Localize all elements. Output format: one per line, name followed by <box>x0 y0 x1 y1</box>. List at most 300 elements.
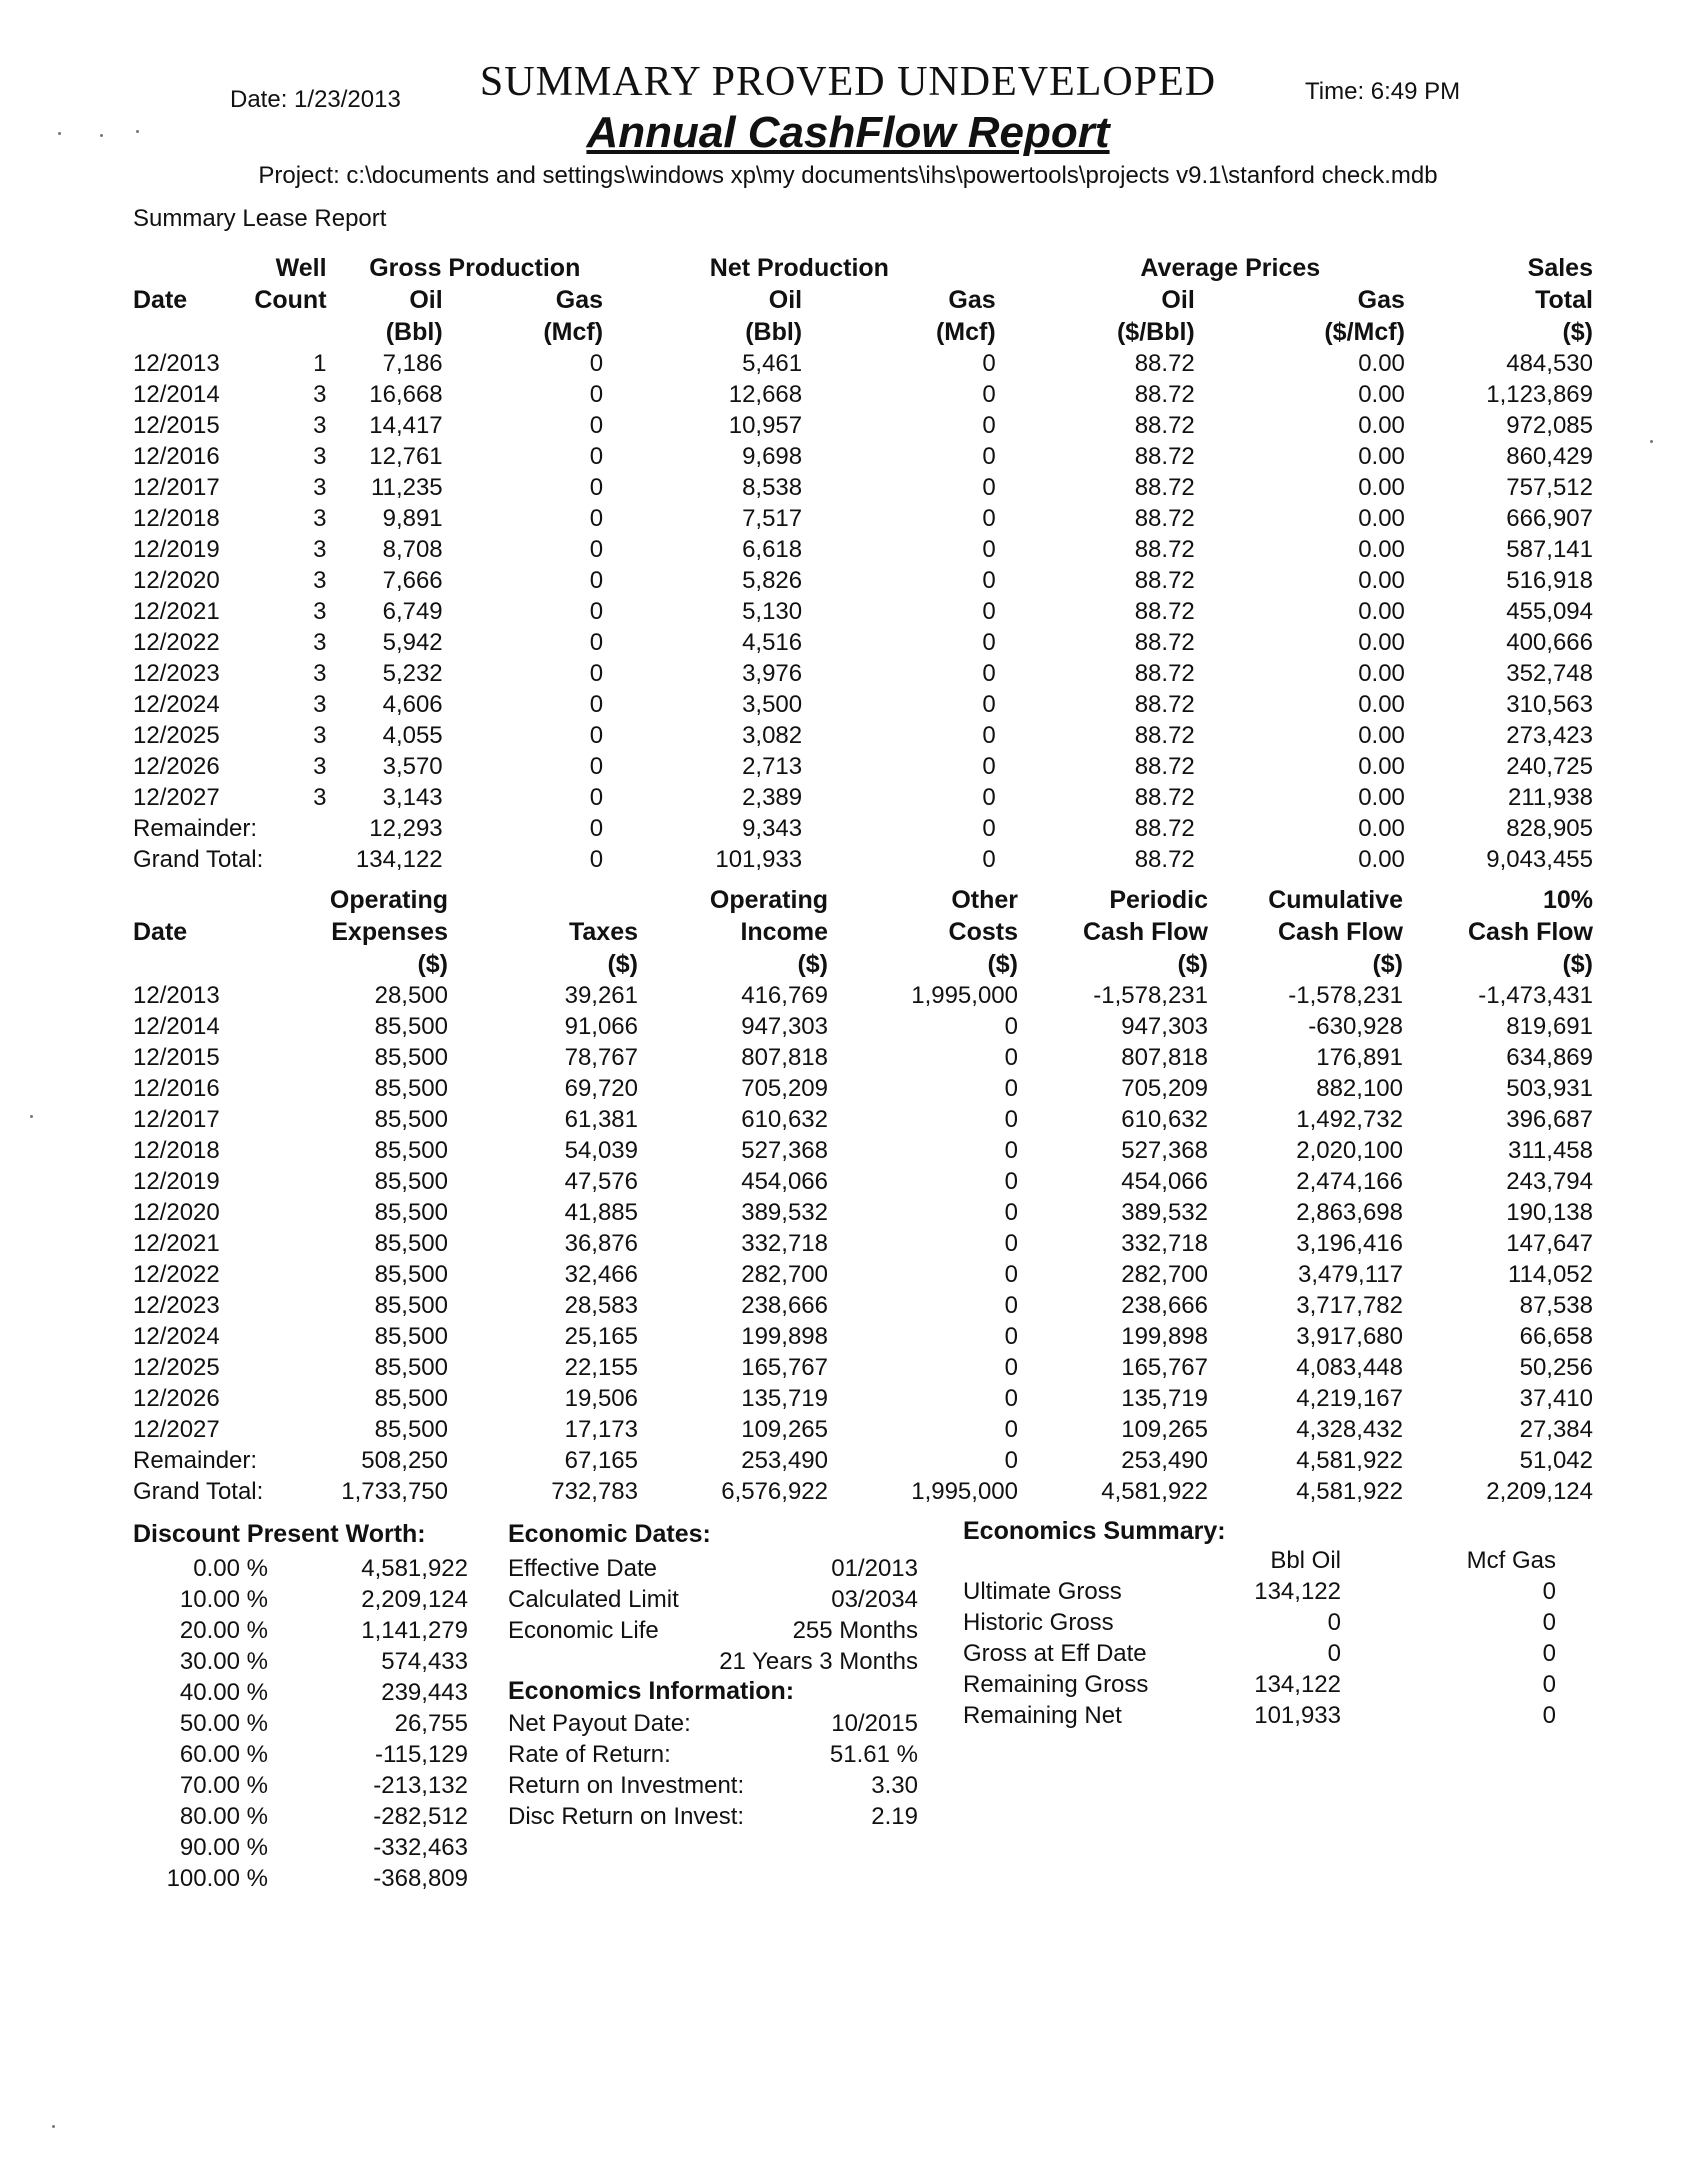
cell-sales-total: 211,938 <box>1508 784 1593 811</box>
production-row <box>133 441 1593 472</box>
effective-date-value: 01/2013 <box>831 1555 918 1582</box>
cell-net-oil: 2,389 <box>742 784 803 811</box>
cell-cumulative-cf: 2,474,166 <box>1296 1168 1403 1195</box>
cell-price-gas: 0.00 <box>1358 753 1405 780</box>
discount-rate: 20.00 % <box>179 1617 268 1644</box>
economic-life-months: 255 Months <box>792 1617 918 1644</box>
discount-pw-row <box>140 1553 468 1584</box>
present-worth: 239,443 <box>381 1679 468 1706</box>
cell-periodic-cf: 527,368 <box>1121 1137 1208 1164</box>
cell-gross-oil: 12,293 <box>369 815 443 842</box>
cell-gross-gas: 0 <box>589 350 604 377</box>
cell-price-oil: 88.72 <box>1134 815 1195 842</box>
present-worth: -368,809 <box>373 1865 468 1892</box>
discount-pw-row <box>140 1646 468 1677</box>
cell-date: 12/2018 <box>133 1137 220 1164</box>
cell-net-oil: 2,713 <box>742 753 803 780</box>
summary-bbl-oil: 134,122 <box>1254 1671 1341 1698</box>
cell-well-count: 3 <box>313 598 327 625</box>
production-row <box>133 782 1593 813</box>
production-row <box>133 565 1593 596</box>
cell-operating-income: 705,209 <box>741 1075 828 1102</box>
col-price-oil: Oil <box>1161 286 1195 314</box>
cell-date: 12/2017 <box>133 474 220 501</box>
col-periodic-cf-2: Cash Flow <box>1082 918 1208 946</box>
cell-cumulative-cf: 2,020,100 <box>1296 1137 1403 1164</box>
cell-gross-gas: 0 <box>589 815 604 842</box>
cell-gross-gas: 0 <box>589 691 604 718</box>
cell-date: 12/2024 <box>133 691 220 718</box>
cell-net-gas: 0 <box>982 784 996 811</box>
cashflow-row <box>133 1476 1593 1507</box>
report-subtitle: Annual CashFlow Report <box>586 108 1110 157</box>
cell-price-oil: 88.72 <box>1134 474 1195 501</box>
cell-price-gas: 0.00 <box>1358 815 1405 842</box>
cell-discounted-cf: 51,042 <box>1519 1447 1593 1474</box>
production-row <box>133 844 1593 875</box>
cell-operating-expenses: 1,733,750 <box>341 1478 448 1505</box>
cell-sales-total: 400,666 <box>1506 629 1593 656</box>
cashflow-header-line2 <box>133 916 1593 948</box>
cell-well-count: 1 <box>313 350 327 377</box>
cell-cumulative-cf: 2,863,698 <box>1296 1199 1403 1226</box>
cell-taxes: 54,039 <box>564 1137 638 1164</box>
cell-sales-total: 828,905 <box>1506 815 1593 842</box>
cashflow-row <box>133 1011 1593 1042</box>
col-discounted-cf-1: 10% <box>1542 886 1593 914</box>
cell-taxes: 41,885 <box>564 1199 638 1226</box>
cashflow-row <box>133 1197 1593 1228</box>
cell-discounted-cf: 27,384 <box>1519 1416 1593 1443</box>
unit-discounted-cf: ($) <box>1562 950 1593 978</box>
cell-well-count: 3 <box>313 412 327 439</box>
cell-date: 12/2022 <box>133 1261 220 1288</box>
cell-gross-oil: 16,668 <box>369 381 443 408</box>
cell-well-count: 3 <box>313 753 327 780</box>
cell-date: 12/2026 <box>133 1385 220 1412</box>
discount-rate: 10.00 % <box>179 1586 268 1613</box>
cell-gross-oil: 134,122 <box>355 846 443 873</box>
unit-price-gas: ($/Mcf) <box>1324 318 1405 346</box>
cell-date: 12/2015 <box>133 412 220 439</box>
cell-net-gas: 0 <box>982 722 996 749</box>
production-row <box>133 689 1593 720</box>
cashflow-row <box>133 1135 1593 1166</box>
economics-summary-row <box>963 1700 1556 1731</box>
cell-discounted-cf: 634,869 <box>1506 1044 1593 1071</box>
cell-sales-total: 310,563 <box>1506 691 1593 718</box>
present-worth: -282,512 <box>373 1803 468 1830</box>
cell-price-oil: 88.72 <box>1134 350 1195 377</box>
cell-net-oil: 3,976 <box>742 660 803 687</box>
discount-pw-title: Discount Present Worth: <box>133 1520 426 1548</box>
production-row <box>133 720 1593 751</box>
economics-info-value: 51.61 % <box>829 1741 918 1768</box>
cell-gross-gas: 0 <box>589 722 604 749</box>
time-label: Time: <box>1305 78 1365 105</box>
cell-discounted-cf: 37,410 <box>1519 1385 1593 1412</box>
cell-well-count: 3 <box>313 629 327 656</box>
cell-gross-gas: 0 <box>589 443 604 470</box>
cell-date: 12/2020 <box>133 1199 220 1226</box>
cell-net-oil: 8,538 <box>742 474 803 501</box>
cell-operating-expenses: 85,500 <box>374 1075 448 1102</box>
cell-price-gas: 0.00 <box>1358 691 1405 718</box>
scan-speck <box>58 132 61 135</box>
discount-pw-row <box>140 1677 468 1708</box>
unit-operating-expenses: ($) <box>417 950 448 978</box>
production-row <box>133 813 1593 844</box>
cell-price-gas: 0.00 <box>1358 381 1405 408</box>
cell-operating-income: 527,368 <box>741 1137 828 1164</box>
cell-other-costs: 1,995,000 <box>911 982 1018 1009</box>
cell-net-oil: 101,933 <box>715 846 803 873</box>
cell-cumulative-cf: 4,581,922 <box>1296 1478 1403 1505</box>
summary-bbl-oil: 0 <box>1327 1640 1341 1667</box>
cell-price-oil: 88.72 <box>1134 567 1195 594</box>
cell-operating-expenses: 85,500 <box>374 1323 448 1350</box>
cell-net-oil: 4,516 <box>742 629 803 656</box>
cell-price-oil: 88.72 <box>1134 753 1195 780</box>
col-net-gas: Gas <box>948 286 996 314</box>
col-taxes: Taxes <box>568 918 638 946</box>
cell-gross-gas: 0 <box>589 567 604 594</box>
cell-periodic-cf: 610,632 <box>1121 1106 1208 1133</box>
cell-discounted-cf: 87,538 <box>1519 1292 1593 1319</box>
summary-mcf-gas: 0 <box>1542 1640 1556 1667</box>
summary-label: Gross at Eff Date <box>963 1640 1147 1667</box>
cell-operating-expenses: 508,250 <box>361 1447 448 1474</box>
summary-label: Remaining Gross <box>963 1671 1149 1698</box>
col-other-costs-1: Other <box>951 886 1018 914</box>
economics-info-label: Return on Investment: <box>508 1772 745 1799</box>
summary-mcf-gas: 0 <box>1542 1578 1556 1605</box>
cell-gross-oil: 6,749 <box>382 598 443 625</box>
cell-sales-total: 587,141 <box>1506 536 1593 563</box>
cell-periodic-cf: 109,265 <box>1121 1416 1208 1443</box>
discount-rate: 50.00 % <box>179 1710 268 1737</box>
col-price-gas: Gas <box>1357 286 1405 314</box>
economics-summary-row <box>963 1669 1556 1700</box>
cell-gross-gas: 0 <box>589 660 604 687</box>
cell-other-costs: 0 <box>1004 1044 1018 1071</box>
cell-net-gas: 0 <box>982 536 996 563</box>
cell-taxes: 19,506 <box>564 1385 638 1412</box>
cashflow-row <box>133 1166 1593 1197</box>
cell-date: Grand Total: <box>133 1478 264 1505</box>
cell-price-gas: 0.00 <box>1358 784 1405 811</box>
cell-price-gas: 0.00 <box>1358 846 1405 873</box>
cell-operating-income: 807,818 <box>741 1044 828 1071</box>
effective-date-row <box>508 1553 918 1584</box>
cell-gross-gas: 0 <box>589 536 604 563</box>
economic-life-years-row <box>508 1646 918 1677</box>
cell-gross-oil: 3,570 <box>382 753 443 780</box>
cell-gross-gas: 0 <box>589 629 604 656</box>
cell-operating-income: 416,769 <box>741 982 828 1009</box>
cell-date: Remainder: <box>133 1447 258 1474</box>
present-worth: 26,755 <box>394 1710 468 1737</box>
cell-net-oil: 5,826 <box>742 567 803 594</box>
cell-taxes: 67,165 <box>564 1447 638 1474</box>
cell-sales-total: 352,748 <box>1506 660 1593 687</box>
discount-pw-row <box>140 1770 468 1801</box>
cell-date: 12/2019 <box>133 536 220 563</box>
cell-net-gas: 0 <box>982 598 996 625</box>
cell-price-gas: 0.00 <box>1358 536 1405 563</box>
cell-date: 12/2013 <box>133 982 220 1009</box>
cell-operating-expenses: 85,500 <box>374 1261 448 1288</box>
discount-rate: 80.00 % <box>179 1803 268 1830</box>
cell-net-gas: 0 <box>982 660 996 687</box>
col-mcf-gas: Mcf Gas <box>1466 1547 1556 1574</box>
economics-info-label: Disc Return on Invest: <box>508 1803 745 1830</box>
discount-pw-row <box>140 1615 468 1646</box>
col-periodic-cf-1: Periodic <box>1109 886 1208 914</box>
production-row <box>133 534 1593 565</box>
cell-price-oil: 88.72 <box>1134 598 1195 625</box>
cell-gross-gas: 0 <box>589 381 604 408</box>
discount-rate: 100.00 % <box>166 1865 268 1892</box>
production-unit-header <box>133 316 1593 348</box>
cell-discounted-cf: 819,691 <box>1506 1013 1593 1040</box>
col-sales-total: Total <box>1535 286 1593 314</box>
cell-gross-oil: 12,761 <box>369 443 443 470</box>
cell-net-oil: 5,130 <box>742 598 803 625</box>
cell-price-gas: 0.00 <box>1358 629 1405 656</box>
discount-rate: 30.00 % <box>179 1648 268 1675</box>
economic-dates-table <box>508 1553 918 1677</box>
cell-discounted-cf: 114,052 <box>1508 1261 1593 1288</box>
cell-date: 12/2021 <box>133 598 220 625</box>
economics-info-row <box>508 1708 918 1739</box>
unit-net-gas: (Mcf) <box>935 318 996 346</box>
col-operating-income-1: Operating <box>709 886 828 914</box>
project-path <box>0 162 1696 190</box>
cell-other-costs: 0 <box>1004 1075 1018 1102</box>
cell-operating-expenses: 85,500 <box>374 1044 448 1071</box>
production-row <box>133 627 1593 658</box>
cell-gross-gas: 0 <box>589 474 604 501</box>
cell-date: 12/2014 <box>133 381 220 408</box>
cell-date: 12/2022 <box>133 629 220 656</box>
economics-info-value: 10/2015 <box>831 1710 918 1737</box>
cell-net-oil: 9,343 <box>742 815 803 842</box>
project-value: c:\documents and settings\windows xp\my documents\ihs\powertools\projects v9.1\stanford check.mdb <box>346 162 1438 189</box>
cell-price-oil: 88.72 <box>1134 381 1195 408</box>
project-label: Project: <box>258 162 340 189</box>
production-row <box>133 348 1593 379</box>
cell-discounted-cf: 147,647 <box>1506 1230 1593 1257</box>
present-worth: -213,132 <box>373 1772 468 1799</box>
cell-other-costs: 0 <box>1004 1292 1018 1319</box>
cell-date: 12/2018 <box>133 505 220 532</box>
cell-periodic-cf: 199,898 <box>1121 1323 1208 1350</box>
cell-operating-expenses: 85,500 <box>374 1230 448 1257</box>
economics-info-label: Net Payout Date: <box>508 1710 691 1737</box>
cell-discounted-cf: -1,473,431 <box>1478 982 1593 1009</box>
cell-gross-oil: 3,143 <box>382 784 443 811</box>
cell-price-oil: 88.72 <box>1134 722 1195 749</box>
cell-gross-gas: 0 <box>589 846 604 873</box>
production-row <box>133 410 1593 441</box>
cell-operating-income: 238,666 <box>741 1292 828 1319</box>
cashflow-row <box>133 1073 1593 1104</box>
production-group-header <box>133 252 1593 284</box>
col-discounted-cf-2: Cash Flow <box>1467 918 1593 946</box>
cell-sales-total: 9,043,455 <box>1486 846 1593 873</box>
cell-sales-total: 860,429 <box>1506 443 1593 470</box>
present-worth: 4,581,922 <box>361 1555 468 1582</box>
economics-summary-header <box>963 1545 1556 1576</box>
summary-label: Ultimate Gross <box>963 1578 1122 1605</box>
unit-other-costs: ($) <box>987 950 1018 978</box>
col-net-oil: Oil <box>768 286 803 314</box>
cell-gross-oil: 5,232 <box>382 660 443 687</box>
production-row <box>133 503 1593 534</box>
cell-net-oil: 3,500 <box>742 691 803 718</box>
col-well-count: Count <box>254 286 327 314</box>
cell-date: 12/2015 <box>133 1044 220 1071</box>
cell-date: 12/2027 <box>133 784 220 811</box>
discount-pw-row <box>140 1863 468 1894</box>
cell-net-gas: 0 <box>982 567 996 594</box>
cell-cumulative-cf: 4,083,448 <box>1296 1354 1403 1381</box>
cell-operating-expenses: 85,500 <box>374 1199 448 1226</box>
cell-operating-income: 389,532 <box>741 1199 828 1226</box>
cell-date: 12/2023 <box>133 660 220 687</box>
cell-periodic-cf: 389,532 <box>1121 1199 1208 1226</box>
cell-operating-expenses: 85,500 <box>374 1137 448 1164</box>
summary-mcf-gas: 0 <box>1542 1671 1556 1698</box>
cell-operating-income: 109,265 <box>741 1416 828 1443</box>
cell-other-costs: 0 <box>1004 1354 1018 1381</box>
cell-well-count: 3 <box>313 505 327 532</box>
economics-info-row <box>508 1739 918 1770</box>
cashflow-row <box>133 1414 1593 1445</box>
cell-cumulative-cf: 4,581,922 <box>1296 1447 1403 1474</box>
economics-summary-row <box>963 1638 1556 1669</box>
discount-pw-table <box>140 1553 468 1894</box>
cashflow-row <box>133 1042 1593 1073</box>
cell-net-gas: 0 <box>982 691 996 718</box>
cell-gross-oil: 4,606 <box>382 691 443 718</box>
cell-operating-income: 454,066 <box>741 1168 828 1195</box>
unit-net-oil: (Bbl) <box>745 318 803 346</box>
unit-cumulative-cf: ($) <box>1372 950 1403 978</box>
cell-taxes: 61,381 <box>564 1106 638 1133</box>
discount-pw-row <box>140 1832 468 1863</box>
discount-pw-row <box>140 1801 468 1832</box>
economic-dates-title: Economic Dates: <box>508 1520 711 1548</box>
cell-date: Grand Total: <box>133 846 264 873</box>
cell-cumulative-cf: -630,928 <box>1308 1013 1403 1040</box>
production-row <box>133 472 1593 503</box>
cell-well-count: 3 <box>313 381 327 408</box>
cell-discounted-cf: 50,256 <box>1519 1354 1593 1381</box>
cell-price-oil: 88.72 <box>1134 412 1195 439</box>
cell-discounted-cf: 503,931 <box>1506 1075 1593 1102</box>
cashflow-row <box>133 1321 1593 1352</box>
cell-date: 12/2021 <box>133 1230 220 1257</box>
cell-gross-oil: 14,417 <box>369 412 443 439</box>
cell-discounted-cf: 190,138 <box>1506 1199 1593 1226</box>
cell-periodic-cf: 135,719 <box>1121 1385 1208 1412</box>
cell-price-gas: 0.00 <box>1358 350 1405 377</box>
cashflow-row <box>133 1104 1593 1135</box>
calculated-limit-label: Calculated Limit <box>508 1586 679 1613</box>
economic-life-label: Economic Life <box>508 1617 659 1644</box>
scan-speck <box>30 1115 33 1118</box>
cell-taxes: 32,466 <box>564 1261 638 1288</box>
cell-sales-total: 1,123,869 <box>1486 381 1593 408</box>
cell-operating-income: 6,576,922 <box>721 1478 828 1505</box>
cell-gross-gas: 0 <box>589 784 604 811</box>
discount-rate: 60.00 % <box>179 1741 268 1768</box>
summary-label: Remaining Net <box>963 1702 1122 1729</box>
effective-date-label: Effective Date <box>508 1555 657 1582</box>
cell-well-count: 3 <box>313 474 327 501</box>
time-value: 6:49 PM <box>1370 78 1461 105</box>
economics-info-label: Rate of Return: <box>508 1741 671 1768</box>
cell-date: 12/2016 <box>133 1075 220 1102</box>
calculated-limit-row <box>508 1584 918 1615</box>
cell-cumulative-cf: 3,917,680 <box>1296 1323 1403 1350</box>
cell-cumulative-cf: 882,100 <box>1316 1075 1403 1102</box>
cell-cumulative-cf: 1,492,732 <box>1296 1106 1403 1133</box>
cell-gross-gas: 0 <box>589 412 604 439</box>
report-time <box>1305 78 1460 106</box>
cell-periodic-cf: 705,209 <box>1121 1075 1208 1102</box>
cell-other-costs: 0 <box>1004 1416 1018 1443</box>
date-label: Date: <box>230 86 288 113</box>
col-operating-expenses-2: Expenses <box>331 918 448 946</box>
cell-price-gas: 0.00 <box>1358 505 1405 532</box>
cell-gross-gas: 0 <box>589 505 604 532</box>
cell-net-gas: 0 <box>982 443 996 470</box>
cell-well-count: 3 <box>313 567 327 594</box>
cashflow-table <box>133 884 1593 1507</box>
cell-well-count: 3 <box>313 443 327 470</box>
discount-pw-row <box>140 1708 468 1739</box>
cell-date: 12/2020 <box>133 567 220 594</box>
economic-life-years: 21 Years 3 Months <box>719 1648 918 1675</box>
cell-other-costs: 0 <box>1004 1199 1018 1226</box>
cell-operating-expenses: 28,500 <box>374 982 448 1009</box>
present-worth: -332,463 <box>373 1834 468 1861</box>
cell-price-oil: 88.72 <box>1134 784 1195 811</box>
economics-info-title: Economics Information: <box>508 1677 795 1705</box>
cell-operating-expenses: 85,500 <box>374 1106 448 1133</box>
cell-cumulative-cf: 176,891 <box>1316 1044 1403 1071</box>
cell-operating-expenses: 85,500 <box>374 1168 448 1195</box>
cell-operating-income: 332,718 <box>741 1230 828 1257</box>
summary-bbl-oil: 0 <box>1327 1609 1341 1636</box>
cell-other-costs: 1,995,000 <box>911 1478 1018 1505</box>
gross-production-header: Gross Production <box>369 254 581 282</box>
col-date: Date <box>133 286 188 314</box>
production-row <box>133 751 1593 782</box>
cell-net-gas: 0 <box>982 381 996 408</box>
cell-other-costs: 0 <box>1004 1323 1018 1350</box>
cell-other-costs: 0 <box>1004 1230 1018 1257</box>
cell-gross-oil: 4,055 <box>382 722 443 749</box>
cell-operating-expenses: 85,500 <box>374 1354 448 1381</box>
cell-date: 12/2027 <box>133 1416 220 1443</box>
scan-speck <box>52 2125 55 2128</box>
col-other-costs-2: Costs <box>948 918 1018 946</box>
cashflow-header-line1 <box>133 884 1593 916</box>
